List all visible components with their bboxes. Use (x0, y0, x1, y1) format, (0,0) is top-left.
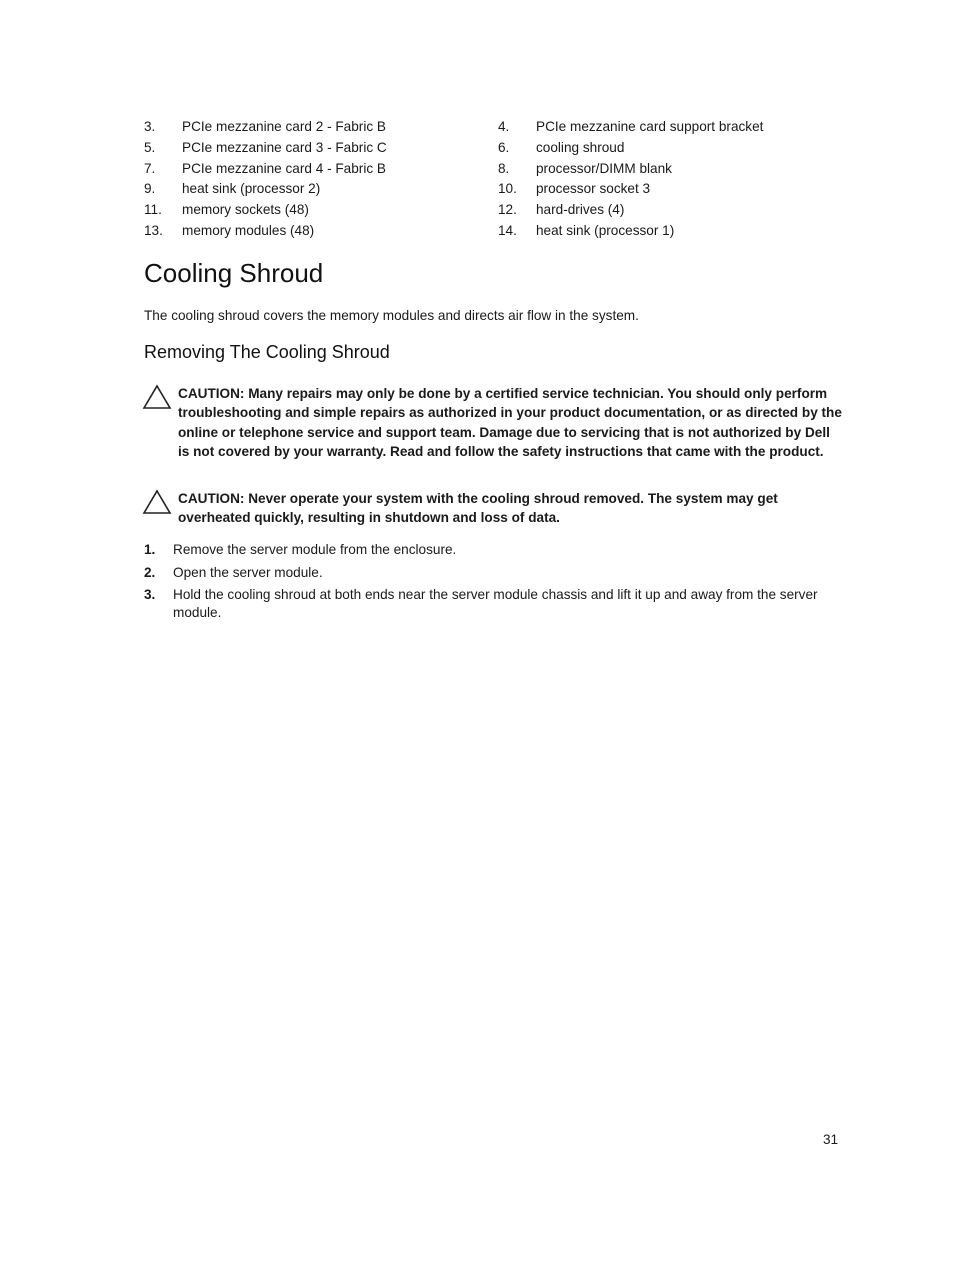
step-number: 1. (144, 542, 156, 557)
step-number: 3. (144, 587, 156, 602)
caution-text: CAUTION: Many repairs may only be done by a certified service technician. You should only perform troubleshooting and simple repairs as authorized in your product documentation, or as directed by the online or telephone service and support team. Damage due to servicing that is not authorized by Dell is not covered by your warranty. Read and follow the safety instructions that came with the product. (178, 386, 842, 460)
step-text: Hold the cooling shroud at both ends near the server module chassis and lift it up and away from the server module. (173, 587, 818, 620)
legend-number: 8. (498, 160, 510, 176)
legend-label: hard-drives (4) (536, 202, 625, 218)
list-item (144, 564, 844, 582)
callout-legend (144, 117, 844, 242)
legend-label: PCIe mezzanine card 2 - Fabric B (182, 119, 386, 134)
legend-number: 7. (144, 160, 156, 176)
caution-text: CAUTION: Never operate your system with the cooling shroud removed. The system may get overheated quickly, resulting in shutdown and loss of data. (178, 491, 778, 526)
legend-label: heat sink (processor 1) (536, 222, 675, 238)
section-intro: The cooling shroud covers the memory modules and directs air flow in the system. (144, 308, 639, 323)
legend-label: memory modules (48) (182, 222, 315, 238)
legend-row (144, 117, 844, 138)
legend-number: 13. (144, 222, 163, 238)
legend-label: heat sink (processor 2) (182, 181, 321, 197)
legend-number: 9. (144, 181, 156, 197)
legend-label: memory sockets (48) (182, 202, 309, 218)
legend-number: 6. (498, 139, 510, 155)
legend-row (144, 179, 844, 200)
legend-label: PCIe mezzanine card support bracket (536, 119, 764, 134)
page-number: 31 (823, 1132, 839, 1147)
legend-number: 3. (144, 119, 156, 134)
legend-row (144, 221, 844, 242)
caution-note (142, 384, 842, 462)
legend-row (144, 159, 844, 180)
legend-row (144, 138, 844, 159)
legend-number: 5. (144, 139, 156, 155)
section-title: Cooling Shroud (144, 258, 324, 288)
step-text: Remove the server module from the enclosure. (173, 542, 457, 557)
legend-number: 12. (498, 202, 517, 218)
list-item (144, 586, 844, 621)
subsection-title: Removing The Cooling Shroud (144, 342, 390, 362)
list-item (144, 541, 844, 559)
step-text: Open the server module. (173, 564, 323, 580)
caution-note (142, 489, 842, 528)
legend-number: 11. (144, 202, 162, 218)
step-number: 2. (144, 564, 156, 580)
legend-label: PCIe mezzanine card 3 - Fabric C (182, 139, 387, 155)
legend-label: processor/DIMM blank (536, 160, 672, 176)
legend-row (144, 200, 844, 221)
warning-triangle-icon (142, 489, 178, 528)
warning-triangle-icon (142, 384, 178, 462)
legend-label: processor socket 3 (536, 181, 651, 197)
procedure-steps (144, 541, 844, 626)
legend-number: 4. (498, 119, 510, 134)
legend-number: 14. (498, 222, 517, 238)
legend-number: 10. (498, 181, 517, 197)
legend-label: PCIe mezzanine card 4 - Fabric B (182, 160, 386, 176)
legend-label: cooling shroud (536, 139, 625, 155)
